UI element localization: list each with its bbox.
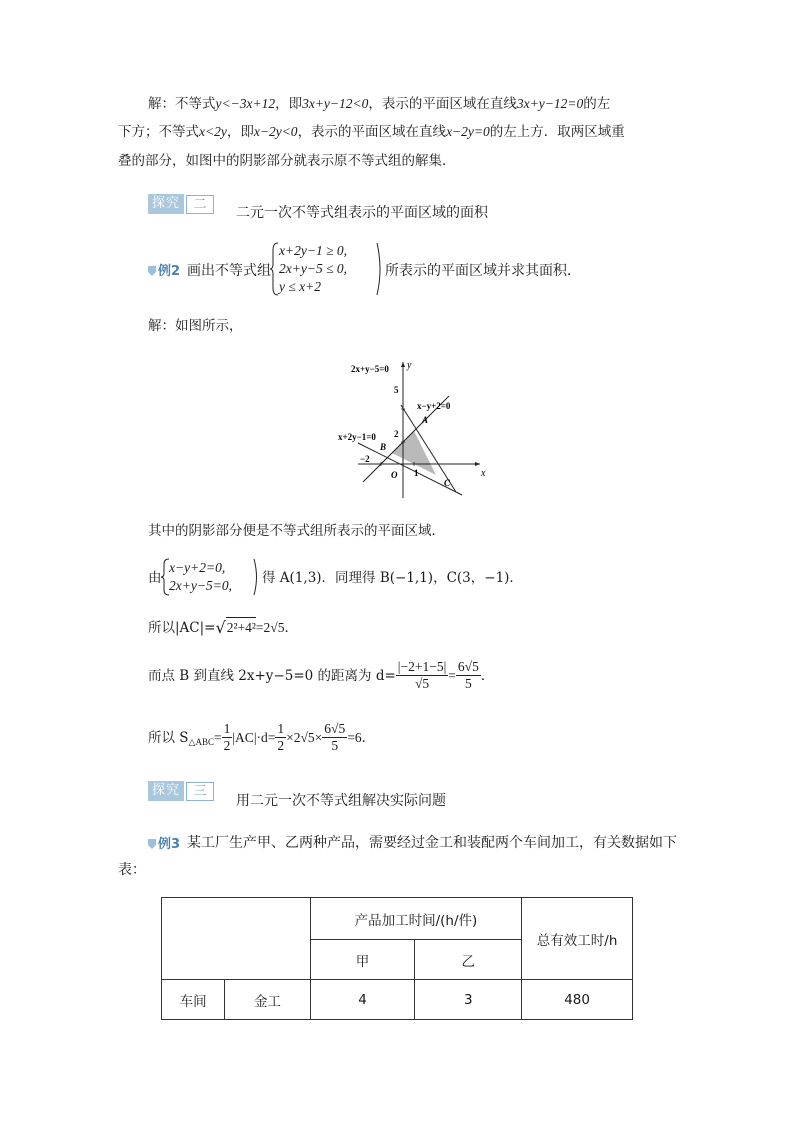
inequality: x<2y bbox=[199, 124, 227, 139]
result: =2√5． bbox=[255, 620, 298, 635]
point-label-C: C bbox=[444, 478, 451, 488]
result: =6． bbox=[347, 729, 376, 745]
y-axis-label: y bbox=[407, 360, 412, 371]
tick-label-5: 5 bbox=[394, 385, 399, 395]
table-cell-jia-value: 4 bbox=[310, 980, 415, 1020]
area-fraction bbox=[322, 721, 347, 754]
fraction-denominator: 2 bbox=[277, 738, 285, 753]
right-paren-icon bbox=[253, 558, 260, 596]
solution2-by: 由 bbox=[148, 570, 162, 586]
table-header-jia: 甲 bbox=[310, 940, 415, 980]
solution2-ac bbox=[148, 617, 298, 638]
solution1-line2 bbox=[118, 122, 625, 142]
fraction-numerator: |−2+1−5| bbox=[397, 659, 447, 674]
table-header-yi: 乙 bbox=[415, 940, 522, 980]
text-fragment: |AC|·d= bbox=[232, 729, 276, 745]
region-graph bbox=[330, 352, 500, 502]
example2-prefix: 画出不等式组 bbox=[187, 263, 271, 279]
point-label-B: B bbox=[380, 442, 387, 452]
text-fragment: 解：不等式 bbox=[148, 96, 216, 112]
text-fragment: ，表示的平面区域在直线 bbox=[297, 124, 447, 140]
text-fragment: 所以|AC|= bbox=[148, 620, 216, 636]
inequality: 3x+y−12<0 bbox=[302, 96, 369, 111]
text-fragment: ，即 bbox=[226, 124, 254, 140]
y-axis-arrow-icon bbox=[401, 362, 405, 367]
example2-suffix: 所表示的平面区域并求其面积． bbox=[385, 263, 581, 279]
text-fragment: 的左上方．取两区域重 bbox=[489, 124, 625, 140]
fraction-denominator: 5 bbox=[331, 738, 339, 753]
origin-label: O bbox=[391, 470, 398, 480]
table-cell-metalwork: 金工 bbox=[225, 980, 310, 1020]
example3-line2: 表： bbox=[118, 862, 146, 878]
table-cell-workshop: 车间 bbox=[162, 980, 225, 1020]
inequality: y<−3x+12 bbox=[215, 96, 276, 111]
solution2-distance bbox=[148, 659, 494, 692]
fraction-numerator: 6√5 bbox=[324, 721, 346, 736]
solution2-intro: 解：如图所示， bbox=[148, 318, 243, 334]
example3-line1: 某工厂生产甲、乙两种产品，需要经过金工和装配两个车间加工，有关数据如下 bbox=[187, 835, 677, 851]
fraction-numerator: 1 bbox=[223, 721, 231, 736]
area-subscript: △ABC bbox=[188, 736, 214, 747]
text-fragment: 所以 S bbox=[148, 729, 189, 746]
table-cell-total-value: 480 bbox=[522, 980, 633, 1020]
table-header-total: 总有效工时/h bbox=[522, 898, 633, 980]
text-fragment: 下方；不等式 bbox=[118, 124, 199, 140]
point-label-A: A bbox=[422, 415, 429, 425]
half-fraction bbox=[222, 721, 233, 754]
equals: = bbox=[448, 667, 456, 683]
x-axis-arrow-icon bbox=[475, 462, 480, 466]
fraction-numerator: 1 bbox=[277, 721, 285, 736]
half-fraction bbox=[275, 721, 286, 754]
text-fragment: ，表示的平面区域在直线 bbox=[368, 96, 517, 112]
example3-label bbox=[148, 833, 180, 852]
label-line-x-2y-1: x+2y−1=0 bbox=[338, 432, 376, 442]
inequality: x−2y<0 bbox=[253, 124, 298, 139]
example2-label bbox=[148, 260, 180, 279]
tick-label-1: 1 bbox=[414, 468, 419, 478]
section-tag-number: 二 bbox=[186, 195, 214, 214]
system-row: 2x+y−5 ≤ 0, bbox=[279, 261, 347, 276]
fraction-denominator: 5 bbox=[464, 676, 472, 691]
solution2-system bbox=[169, 559, 232, 595]
x-axis-label: x bbox=[481, 468, 486, 479]
table-corner-cell bbox=[162, 898, 311, 980]
system-row: y ≤ x+2 bbox=[279, 279, 322, 294]
example2-system bbox=[279, 242, 347, 296]
fraction-denominator: √5 bbox=[414, 676, 430, 691]
text-fragment: ×2√5× bbox=[286, 729, 323, 745]
example-marker-icon bbox=[148, 266, 156, 276]
system-row: x+2y−1 ≥ 0, bbox=[279, 243, 347, 258]
tick-label-2: 2 bbox=[394, 429, 399, 439]
section3-title: 用二元一次不等式组解决实际问题 bbox=[236, 793, 446, 809]
solution2-region-text: 其中的阴影部分便是不等式组所表示的平面区域． bbox=[148, 523, 445, 539]
section-tag-label: 探究 bbox=[148, 194, 184, 214]
label-line-2x-y-5: 2x+y−5=0 bbox=[351, 364, 389, 374]
solution1-line1 bbox=[148, 94, 610, 114]
fraction-numerator: 6√5 bbox=[457, 659, 479, 674]
table-header-group: 产品加工时间/(h/件) bbox=[310, 898, 522, 940]
tick-label-neg2: −2 bbox=[360, 454, 370, 464]
system-row: 2x+y−5=0, bbox=[169, 578, 232, 593]
radical-icon: √ bbox=[215, 618, 226, 637]
solution1-line3: 叠的部分，如图中的阴影部分就表示原不等式组的解集． bbox=[118, 153, 456, 169]
label-line-x-y-2: x−y+2=0 bbox=[417, 401, 451, 411]
distance-result-fraction bbox=[456, 659, 481, 692]
section2-title: 二元一次不等式组表示的平面区域的面积 bbox=[236, 205, 488, 221]
distance-fraction bbox=[396, 659, 449, 692]
example-number: 例3 bbox=[158, 837, 181, 852]
section3-tag bbox=[148, 781, 214, 801]
text-fragment: ． bbox=[480, 667, 495, 684]
text-fragment: ，即 bbox=[275, 96, 303, 112]
radicand: 2²+4² bbox=[226, 617, 256, 638]
text-fragment: 的左 bbox=[583, 96, 611, 112]
fraction-denominator: 2 bbox=[223, 738, 231, 753]
data-table bbox=[161, 897, 633, 1020]
table-cell-yi-value: 3 bbox=[415, 980, 522, 1020]
solution2-points: 得 A(1,3)．同理得 B(−1,1)，C(3，−1)． bbox=[262, 570, 523, 586]
line-equation: 3x+y−12=0 bbox=[516, 96, 584, 111]
section-tag-number: 三 bbox=[186, 782, 214, 801]
system-row: x−y+2=0, bbox=[169, 560, 226, 575]
line-equation: x−2y=0 bbox=[446, 124, 490, 139]
example-number: 例2 bbox=[158, 264, 181, 279]
example-marker-icon bbox=[148, 839, 156, 849]
solution2-area bbox=[148, 721, 375, 754]
right-paren-icon bbox=[376, 242, 384, 296]
section-tag-label: 探究 bbox=[148, 781, 184, 801]
text-fragment: 而点 B 到直线 2x+y−5=0 的距离为 d= bbox=[148, 667, 396, 684]
equals: = bbox=[213, 729, 222, 745]
section2-tag bbox=[148, 194, 214, 214]
